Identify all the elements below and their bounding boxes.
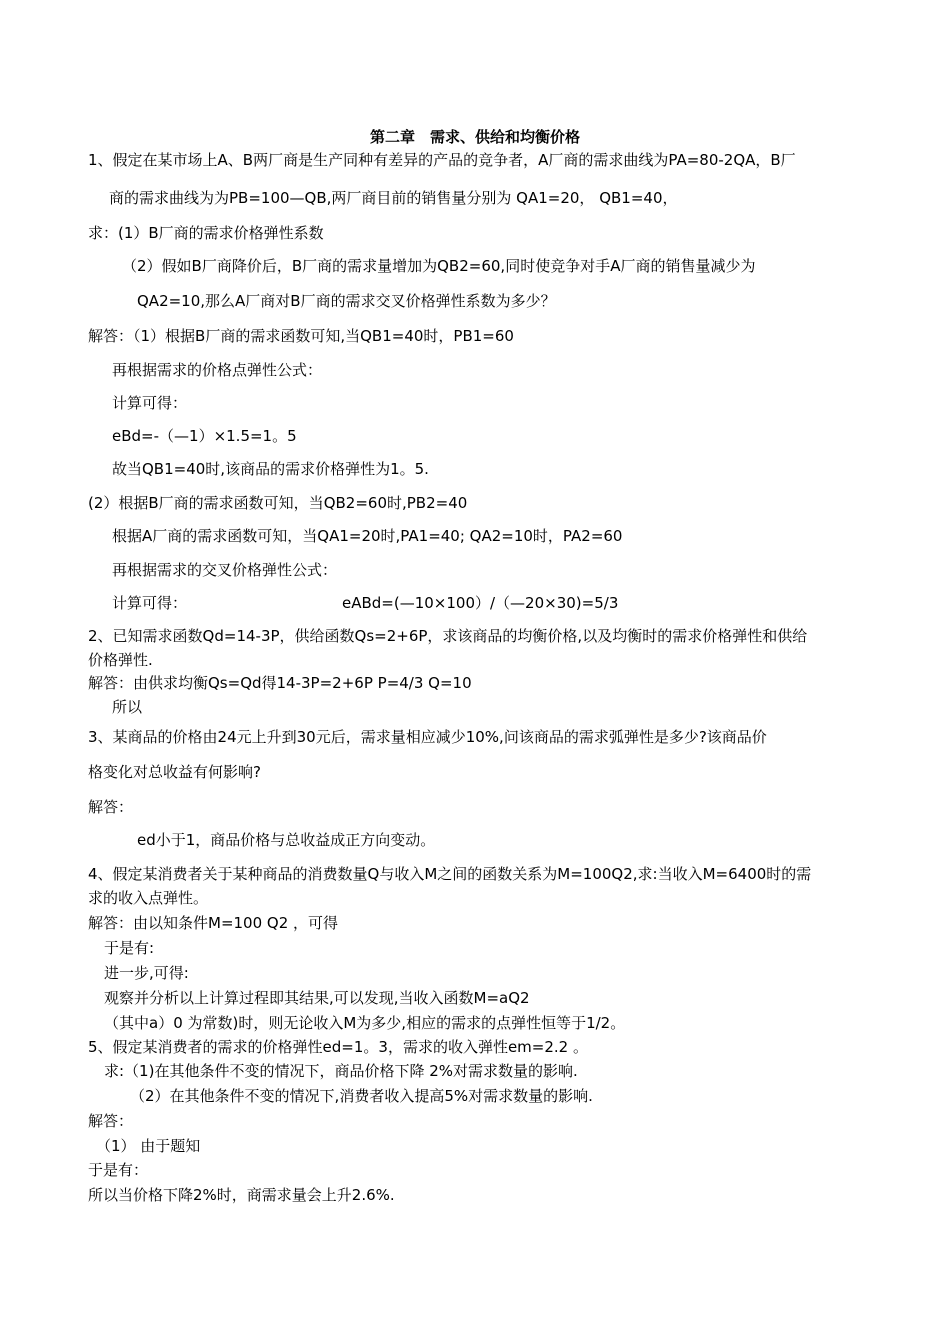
answer-4-line-4: 观察并分析以上计算过程即其结果,可以发现,当收入函数M=aQ2 [104, 989, 530, 1007]
answer-2-line-2: 所以 [112, 698, 143, 716]
answer-4-line-3: 进一步,可得: [104, 964, 189, 982]
question-2-line-1: 2、已知需求函数Qd=14-3P，供给函数Qs=2+6P，求该商品的均衡价格,以及均衡时的需求价格弹性和供给 [88, 627, 808, 645]
question-4-line-2: 求的收入点弹性。 [88, 889, 209, 907]
question-1-line-1: 1、假定在某市场上A、B两厂商是生产同种有差异的产品的竞争者，A厂商的需求曲线为PA=80-2QA，B厂 [88, 151, 796, 169]
answer-4-line-1: 解答：由以知条件M=100 Q2 ，可得 [88, 914, 339, 932]
question-5-line-1: 5、假定某消费者的需求的价格弹性ed=1。3，需求的收入弹性em=2.2 。 [88, 1038, 588, 1056]
question-1-sub-2: （2）假如B厂商降价后，B厂商的需求量增加为QB2=60,同时使竞争对手A厂商的销售量减少为 [122, 257, 756, 275]
answer-3-label: 解答： [88, 798, 134, 816]
answer-2-line-1: 解答：由供求均衡Qs=Qd得14-3P=2+6P P=4/3 Q=10 [88, 674, 472, 692]
chapter-title: 第二章 需求、供给和均衡价格 [369, 128, 580, 146]
answer-1-line-3: 计算可得： [112, 394, 188, 412]
answer-1-conclusion: 故当QB1=40时,该商品的需求价格弹性为1。5. [112, 460, 429, 478]
answer-1-line-1: 解答：（1）根据B厂商的需求函数可知,当QB1=40时，PB1=60 [88, 327, 514, 345]
answer-5-line-1: （1） 由于题知 [96, 1137, 201, 1155]
question-4-line-1: 4、假定某消费者关于某种商品的消费数量Q与收入M之间的函数关系为M=100Q2,求:当收入M=6400时的需 [88, 865, 812, 883]
answer-1-part-2-line-4: 计算可得： [112, 594, 188, 612]
answer-4-line-5: （其中a）0 为常数)时，则无论收入M为多少,相应的需求的点弹性恒等于1/2。 [104, 1014, 626, 1032]
question-3-line-1: 3、某商品的价格由24元上升到30元后，需求量相应减少10%,问该商品的需求弧弹性是多少?该商品价 [88, 728, 767, 746]
answer-1-part-2: (2）根据B厂商的需求函数可知，当QB2=60时,PB2=40 [88, 494, 468, 512]
answer-4-line-2: 于是有: [104, 939, 155, 957]
question-1-sub-2-cont: QA2=10,那么A厂商对B厂商的需求交叉价格弹性系数为多少？ [137, 292, 556, 310]
question-2-line-2: 价格弹性. [88, 651, 153, 669]
answer-5-conclusion: 所以当价格下降2%时，商需求量会上升2.6%. [88, 1186, 395, 1204]
answer-5-line-2: 于是有： [88, 1161, 149, 1179]
answer-3-conclusion: ed小于1，商品价格与总收益成正方向变动。 [137, 831, 436, 849]
answer-1-cross-formula: eABd=(—10×100）/（—20×30)=5/3 [342, 594, 619, 612]
question-5-sub-1: 求:（1)在其他条件不变的情况下，商品价格下降 2%对需求数量的影响. [104, 1062, 578, 1080]
question-5-sub-2: （2）在其他条件不变的情况下,消费者收入提高5%对需求数量的影响. [130, 1087, 593, 1105]
answer-1-part-2-line-2: 根据A厂商的需求函数可知，当QA1=20时,PA1=40; QA2=10时，PA2=60 [112, 527, 623, 545]
answer-1-formula: eBd=-（—1）×1.5=1。5 [112, 427, 297, 445]
question-3-line-2: 格变化对总收益有何影响? [88, 763, 261, 781]
question-1-line-2: 商的需求曲线为为PB=100—QB,两厂商目前的销售量分别为 QA1=20， QB1=40， [109, 189, 678, 207]
question-1-sub-1: 求：(1）B厂商的需求价格弹性系数 [88, 224, 324, 242]
answer-1-part-2-line-3: 再根据需求的交叉价格弹性公式： [112, 561, 338, 579]
answer-5-label: 解答： [88, 1112, 134, 1130]
answer-1-line-2: 再根据需求的价格点弹性公式： [112, 361, 323, 379]
